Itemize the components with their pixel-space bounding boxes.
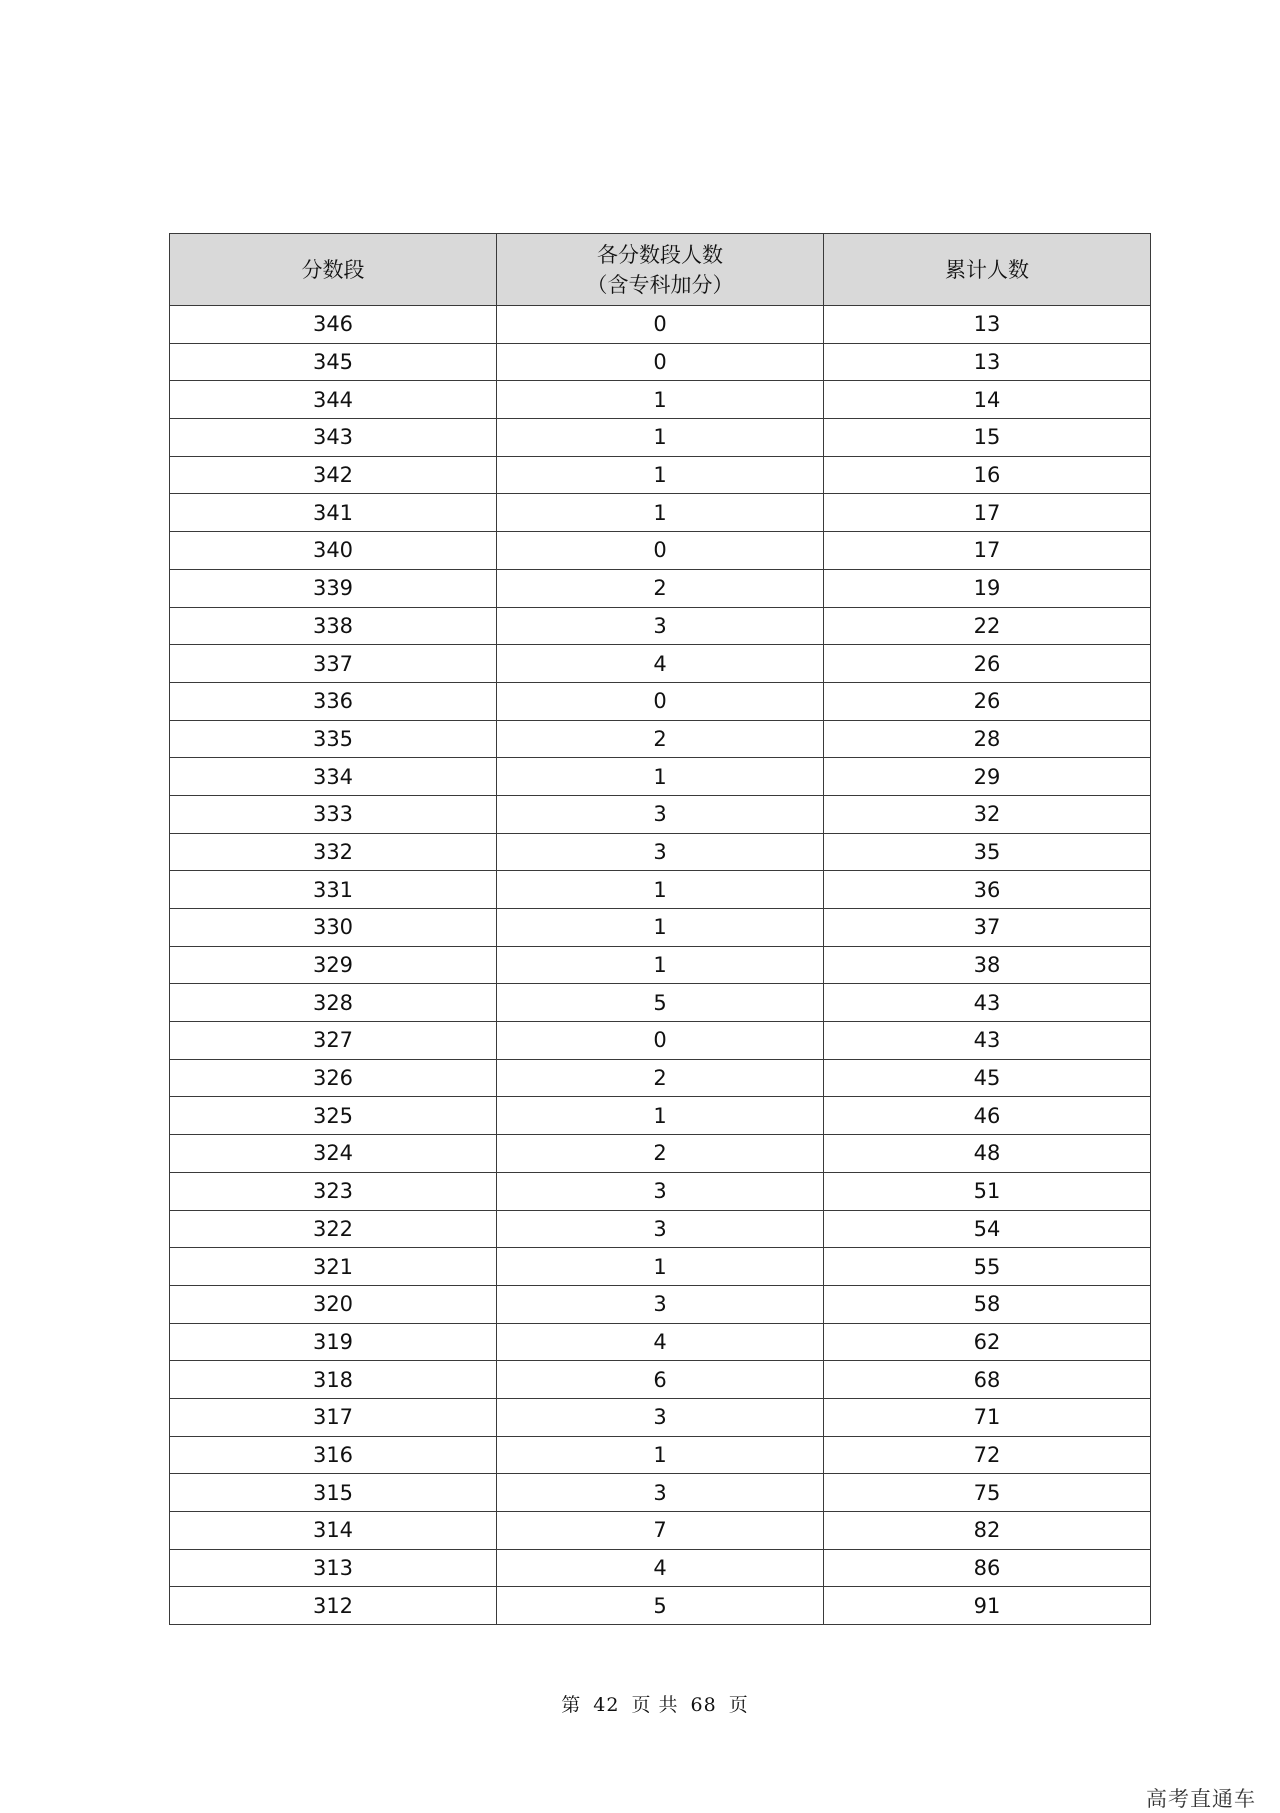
table-row: [170, 682, 1151, 720]
score-cell: 338: [170, 607, 497, 645]
count-cell: 4: [497, 645, 824, 683]
score-distribution-table: [169, 233, 1151, 1625]
cumulative-cell: 91: [824, 1587, 1151, 1625]
footer-current-page: 42: [593, 1694, 620, 1716]
score-cell: 334: [170, 758, 497, 796]
count-cell: 0: [497, 532, 824, 570]
header-score-range-label: 分数段: [301, 257, 365, 282]
score-cell: 332: [170, 833, 497, 871]
cumulative-cell: 46: [824, 1097, 1151, 1135]
cumulative-cell: 17: [824, 494, 1151, 532]
score-cell: 318: [170, 1361, 497, 1399]
footer-prefix: 第: [561, 1694, 582, 1716]
count-cell: 6: [497, 1361, 824, 1399]
count-cell: 0: [497, 306, 824, 344]
table-row: [170, 1361, 1151, 1399]
footer-suffix: 页: [728, 1694, 749, 1716]
cumulative-cell: 62: [824, 1323, 1151, 1361]
cumulative-cell: 43: [824, 1022, 1151, 1060]
cumulative-cell: 35: [824, 833, 1151, 871]
count-cell: 1: [497, 909, 824, 947]
score-cell: 323: [170, 1172, 497, 1210]
table-row: [170, 984, 1151, 1022]
count-cell: 1: [497, 1097, 824, 1135]
cumulative-cell: 38: [824, 946, 1151, 984]
cumulative-cell: 37: [824, 909, 1151, 947]
table-row: [170, 419, 1151, 457]
table-row: [170, 1285, 1151, 1323]
score-cell: 346: [170, 306, 497, 344]
score-cell: 341: [170, 494, 497, 532]
table-row: [170, 1135, 1151, 1173]
cumulative-cell: 26: [824, 645, 1151, 683]
header-count-line2: （含专科加分）: [586, 272, 734, 297]
cumulative-cell: 29: [824, 758, 1151, 796]
table-row: [170, 1549, 1151, 1587]
count-cell: 0: [497, 1022, 824, 1060]
table-row: [170, 946, 1151, 984]
cumulative-cell: 16: [824, 456, 1151, 494]
table-row: [170, 456, 1151, 494]
table-row: [170, 795, 1151, 833]
score-cell: 312: [170, 1587, 497, 1625]
score-cell: 320: [170, 1285, 497, 1323]
table-row: [170, 1059, 1151, 1097]
table-row: [170, 607, 1151, 645]
table-row: [170, 1172, 1151, 1210]
table-row: [170, 1436, 1151, 1474]
count-cell: 5: [497, 1587, 824, 1625]
score-cell: 330: [170, 909, 497, 947]
table-row: [170, 1474, 1151, 1512]
table-row: [170, 1398, 1151, 1436]
score-cell: 314: [170, 1512, 497, 1550]
table-row: [170, 1587, 1151, 1625]
count-cell: 1: [497, 1436, 824, 1474]
count-cell: 1: [497, 419, 824, 457]
page-footer: [0, 1690, 1280, 1717]
table-row: [170, 871, 1151, 909]
score-cell: 325: [170, 1097, 497, 1135]
cumulative-cell: 14: [824, 381, 1151, 419]
count-cell: 3: [497, 1210, 824, 1248]
table-row: [170, 1022, 1151, 1060]
score-cell: 322: [170, 1210, 497, 1248]
count-cell: 2: [497, 720, 824, 758]
cumulative-cell: 45: [824, 1059, 1151, 1097]
score-cell: 321: [170, 1248, 497, 1286]
table-row: [170, 720, 1151, 758]
count-cell: 7: [497, 1512, 824, 1550]
score-cell: 343: [170, 419, 497, 457]
cumulative-cell: 28: [824, 720, 1151, 758]
cumulative-cell: 68: [824, 1361, 1151, 1399]
table-row: [170, 758, 1151, 796]
score-cell: 316: [170, 1436, 497, 1474]
count-cell: 1: [497, 758, 824, 796]
count-cell: 2: [497, 1135, 824, 1173]
cumulative-cell: 71: [824, 1398, 1151, 1436]
count-cell: 1: [497, 946, 824, 984]
count-cell: 1: [497, 381, 824, 419]
cumulative-cell: 13: [824, 343, 1151, 381]
header-cumulative-label: 累计人数: [945, 257, 1029, 282]
count-cell: 3: [497, 1474, 824, 1512]
cumulative-cell: 58: [824, 1285, 1151, 1323]
table-row: [170, 909, 1151, 947]
count-cell: 0: [497, 343, 824, 381]
cumulative-cell: 55: [824, 1248, 1151, 1286]
header-count-per-range: [497, 234, 824, 306]
table-row: [170, 645, 1151, 683]
table-row: [170, 381, 1151, 419]
score-cell: 327: [170, 1022, 497, 1060]
watermark: 高考直通车: [1146, 1787, 1256, 1811]
table-header: [170, 234, 1151, 306]
score-cell: 313: [170, 1549, 497, 1587]
table-row: [170, 1097, 1151, 1135]
cumulative-cell: 13: [824, 306, 1151, 344]
cumulative-cell: 15: [824, 419, 1151, 457]
cumulative-cell: 36: [824, 871, 1151, 909]
score-cell: 333: [170, 795, 497, 833]
cumulative-cell: 22: [824, 607, 1151, 645]
cumulative-cell: 51: [824, 1172, 1151, 1210]
table-row: [170, 569, 1151, 607]
count-cell: 1: [497, 1248, 824, 1286]
table-row: [170, 1210, 1151, 1248]
score-cell: 345: [170, 343, 497, 381]
count-cell: 1: [497, 494, 824, 532]
cumulative-cell: 43: [824, 984, 1151, 1022]
score-cell: 324: [170, 1135, 497, 1173]
count-cell: 2: [497, 569, 824, 607]
score-cell: 317: [170, 1398, 497, 1436]
header-count-line1: 各分数段人数: [597, 242, 723, 267]
count-cell: 2: [497, 1059, 824, 1097]
count-cell: 3: [497, 1285, 824, 1323]
score-cell: 340: [170, 532, 497, 570]
header-row: [170, 234, 1151, 306]
cumulative-cell: 19: [824, 569, 1151, 607]
cumulative-cell: 72: [824, 1436, 1151, 1474]
count-cell: 5: [497, 984, 824, 1022]
count-cell: 3: [497, 833, 824, 871]
table-row: [170, 1248, 1151, 1286]
cumulative-cell: 86: [824, 1549, 1151, 1587]
score-cell: 339: [170, 569, 497, 607]
score-cell: 315: [170, 1474, 497, 1512]
cumulative-cell: 82: [824, 1512, 1151, 1550]
score-cell: 335: [170, 720, 497, 758]
table-row: [170, 1323, 1151, 1361]
cumulative-cell: 32: [824, 795, 1151, 833]
count-cell: 0: [497, 682, 824, 720]
footer-middle: 页 共: [631, 1694, 679, 1716]
table-body: [170, 306, 1151, 1625]
cumulative-cell: 26: [824, 682, 1151, 720]
score-cell: 319: [170, 1323, 497, 1361]
score-cell: 337: [170, 645, 497, 683]
count-cell: 3: [497, 607, 824, 645]
score-cell: 344: [170, 381, 497, 419]
count-cell: 4: [497, 1323, 824, 1361]
count-cell: 3: [497, 1398, 824, 1436]
score-cell: 329: [170, 946, 497, 984]
cumulative-cell: 48: [824, 1135, 1151, 1173]
table-row: [170, 306, 1151, 344]
count-cell: 1: [497, 456, 824, 494]
header-score-range: [170, 234, 497, 306]
score-cell: 331: [170, 871, 497, 909]
header-cumulative: [824, 234, 1151, 306]
table-row: [170, 494, 1151, 532]
cumulative-cell: 75: [824, 1474, 1151, 1512]
score-cell: 342: [170, 456, 497, 494]
count-cell: 1: [497, 871, 824, 909]
footer-total-pages: 68: [690, 1694, 717, 1716]
table-row: [170, 532, 1151, 570]
cumulative-cell: 17: [824, 532, 1151, 570]
cumulative-cell: 54: [824, 1210, 1151, 1248]
score-cell: 336: [170, 682, 497, 720]
count-cell: 4: [497, 1549, 824, 1587]
table-row: [170, 343, 1151, 381]
table-row: [170, 833, 1151, 871]
score-cell: 326: [170, 1059, 497, 1097]
count-cell: 3: [497, 1172, 824, 1210]
count-cell: 3: [497, 795, 824, 833]
table-row: [170, 1512, 1151, 1550]
score-cell: 328: [170, 984, 497, 1022]
